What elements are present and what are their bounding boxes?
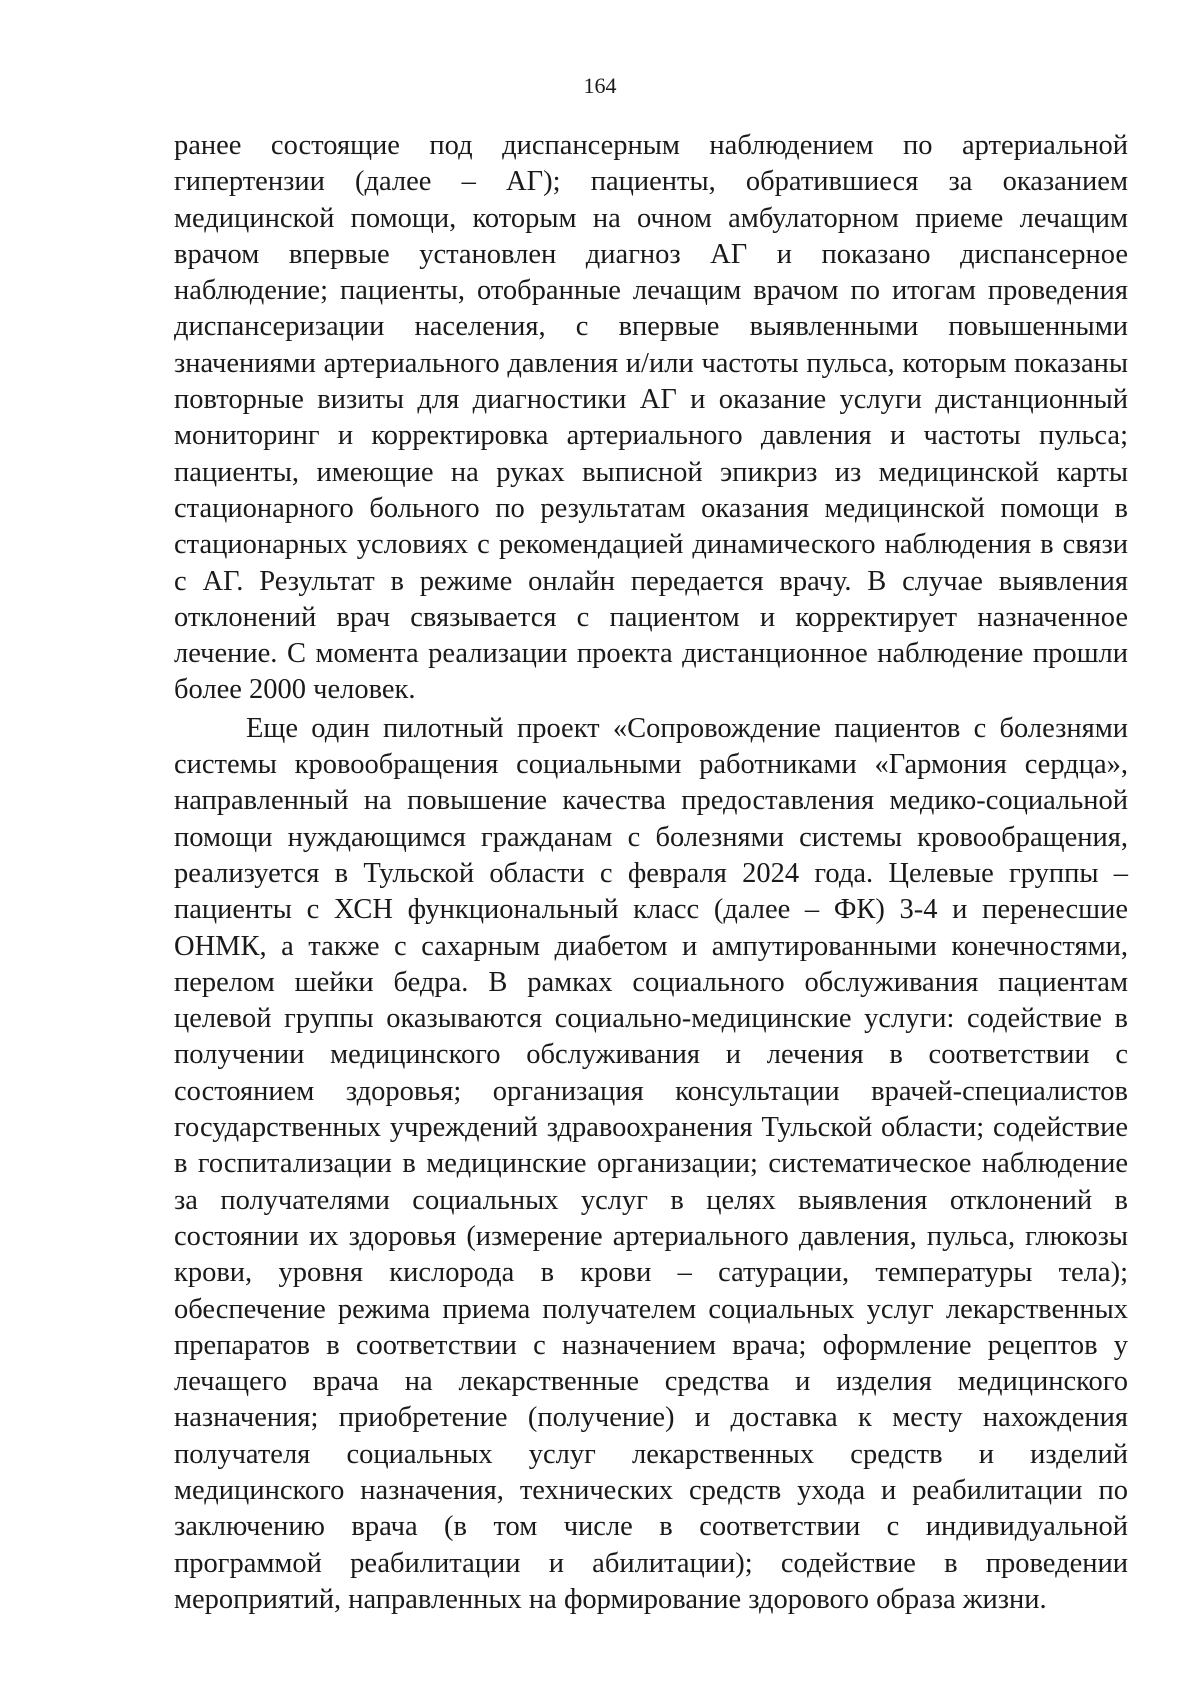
paragraph-harmony-of-heart: Еще один пилотный проект «Сопровождение пациентов с болезнями системы кровообращения социальными работниками «Гармония сердца», направленный на повышение качества предоставления медико-социальной помощи нуждающимся гражданам с болезнями системы кровообращения, реализуется в Тульской области с февраля 2024 года. Целевые группы – пациенты с ХСН функциональный класс (далее – ФК) 3-4 и перенесшие ОНМК, а также с сахарным диабетом и ампутированными конечностями, перелом шейки бедра. В рамках социального обслуживания пациентам целевой группы оказываются социально-медицинские услуги: содействие в получении медицинского обслуживания и лечения в соответствии с состоянием здоровья; организация консультации врачей-специалистов государственных учреждений здравоохранения Тульской области; содействие в госпитализации в медицинские организации; систематическое наблюдение за получателями социальных услуг в целях выявления отклонений в состоянии их здоровья (измерение артериального давления, пульса, глюкозы крови, уровня кислорода в крови – сатурации, температуры тела); обеспечение режима приема получателем социальных услуг лекарственных препаратов в соответствии с назначением врача; оформление рецептов у лечащего врача на лекарственные средства и изделия медицинского назначения; приобретение (получение) и доставка к месту нахождения получателя социальных услуг лекарственных средств и изделий медицинского назначения, технических средств ухода и реабилитации по заключению врача (в том числе в соответствии с индивидуальной программой реабилитации и абилитации); содействие в проведении мероприятий, направленных на формирование здорового образа жизни. <box>174 712 1128 1615</box>
paragraph-continuation: ранее состоящие под диспансерным наблюдением по артериальной гипертензии (далее – АГ); пациенты, обратившиеся за оказанием медицинской помощи, которым на очном амбулаторном приеме лечащим врачом впервые установлен диагноз АГ и показано диспансерное наблюдение; пациенты, отобранные лечащим врачом по итогам проведения диспансеризации населения, с впервые выявленными повышенными значениями артериального давления и/или частоты пульса, которым показаны повторные визиты для диагностики АГ и оказание услуги дистанционный мониторинг и корректировка артериального давления и частоты пульса; пациенты, имеющие на руках выписной эпикриз из медицинской карты стационарного больного по результатам оказания медицинской помощи в стационарных условиях с рекомендацией динамического наблюдения в связи с АГ. Результат в режиме онлайн передается врачу. В случае выявления отклонений врач связывается с пациентом и корректирует назначенное лечение. С момента реализации проекта дистанционное наблюдение прошли более 2000 человек. <box>174 130 1128 706</box>
page-number: 164 <box>583 73 617 98</box>
body-text <box>174 128 1128 1618</box>
